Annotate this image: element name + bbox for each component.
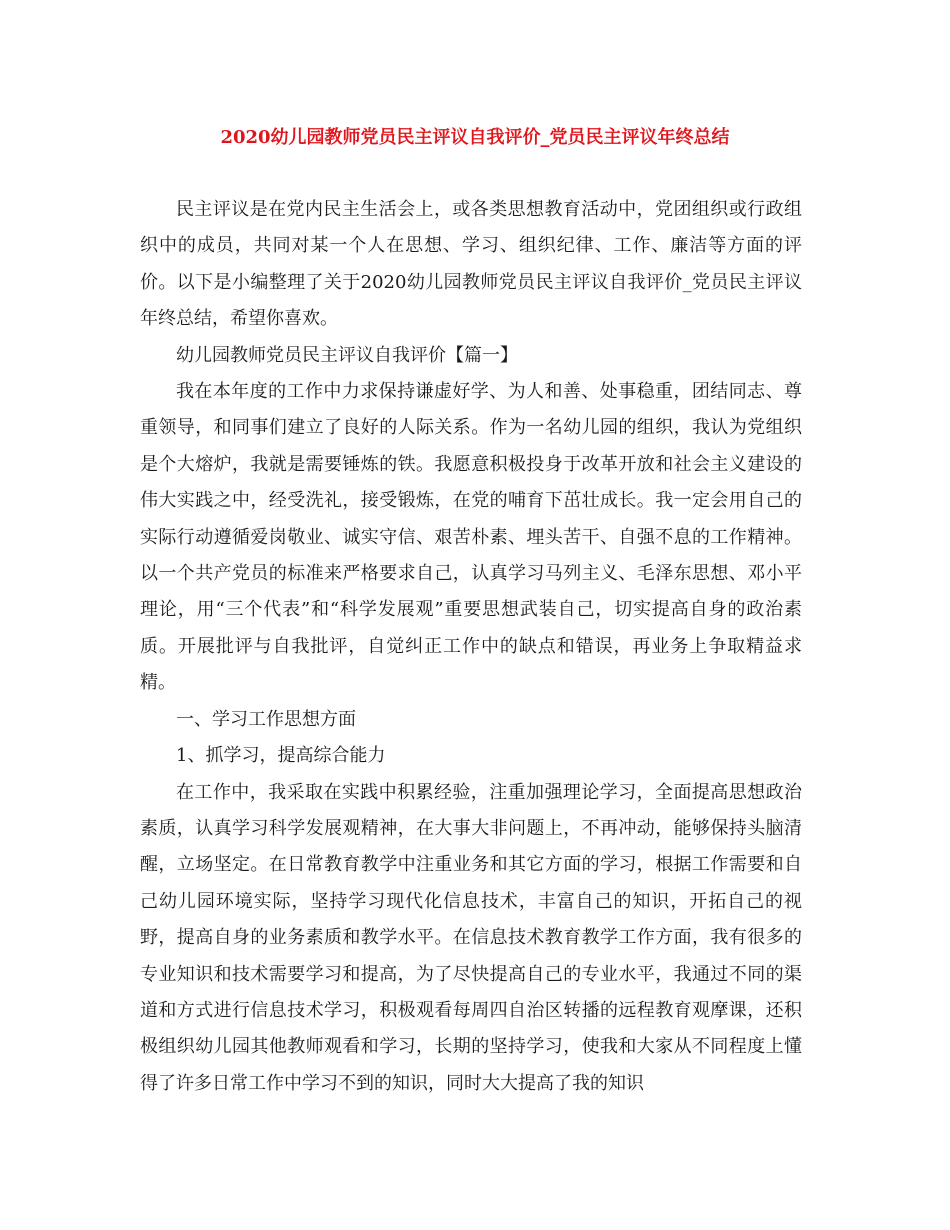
document-body xyxy=(140,192,802,1102)
document-title: 2020幼儿园教师党员民主评议自我评价_党员民主评议年终总结 xyxy=(220,127,730,148)
section-heading-study-work: 一、学习工作思想方面 xyxy=(176,708,356,730)
paragraph-intro: 民主评议是在党内民主生活会上，或各类思想教育活动中，党团组织或行政组织中的成员，共同对某一个人在思想、学习、组织纪律、工作、廉洁等方面的评价。以下是小编整理了关于2020幼儿园教师党员民主评议自我评价_党员民主评议年终总结，希望你喜欢。 xyxy=(140,199,802,330)
paragraph-study-details: 在工作中，我采取在实践中积累经验，注重加强理论学习，全面提高思想政治素质，认真学习科学发展观精神，在大事大非问题上，不再冲动，能够保持头脑清醒，立场坚定。在日常教育教学中注重业务和其它方面的学习，根据工作需要和自己幼儿园环境实际，坚持学习现代化信息技术，丰富自己的知识，开拓自己的视野，提高自身的业务素质和教学水平。在信息技术教育教学工作方面，我有很多的专业知识和技术需要学习和提高，为了尽快提高自己的专业水平，我通过不同的渠道和方式进行信息技术学习，积极观看每周四自治区转播的远程教育观摩课，还积极组织幼儿园其他教师观看和学习，长期的坚持学习，使我和大家从不同程度上懂得了许多日常工作中学习不到的知识，同时大大提高了我的知识 xyxy=(140,781,802,1094)
subheading-study: 1、抓学习，提高综合能力 xyxy=(176,745,386,767)
section-heading-part-one: 幼儿园教师党员民主评议自我评价【篇一】 xyxy=(176,344,518,366)
paragraph-self-evaluation: 我在本年度的工作中力求保持谦虚好学、为人和善、处事稳重，团结同志、尊重领导，和同事们建立了良好的人际关系。作为一名幼儿园的组织，我认为党组织是个大熔炉，我就是需要锤炼的铁。我愿意积极投身于改革开放和社会主义建设的伟大实践之中，经受洗礼，接受锻炼，在党的哺育下茁壮成长。我一定会用自己的实际行动遵循爱岗敬业、诚实守信、艰苦朴素、埋头苦干、自强不息的工作精神。以一个共产党员的标准来严格要求自己，认真学习马列主义、毛泽东思想、邓小平理论，用“三个代表”和“科学发展观”重要思想武装自己，切实提高自身的政治素质。开展批评与自我批评，自觉纠正工作中的缺点和错误，再业务上争取精益求精。 xyxy=(140,381,802,694)
